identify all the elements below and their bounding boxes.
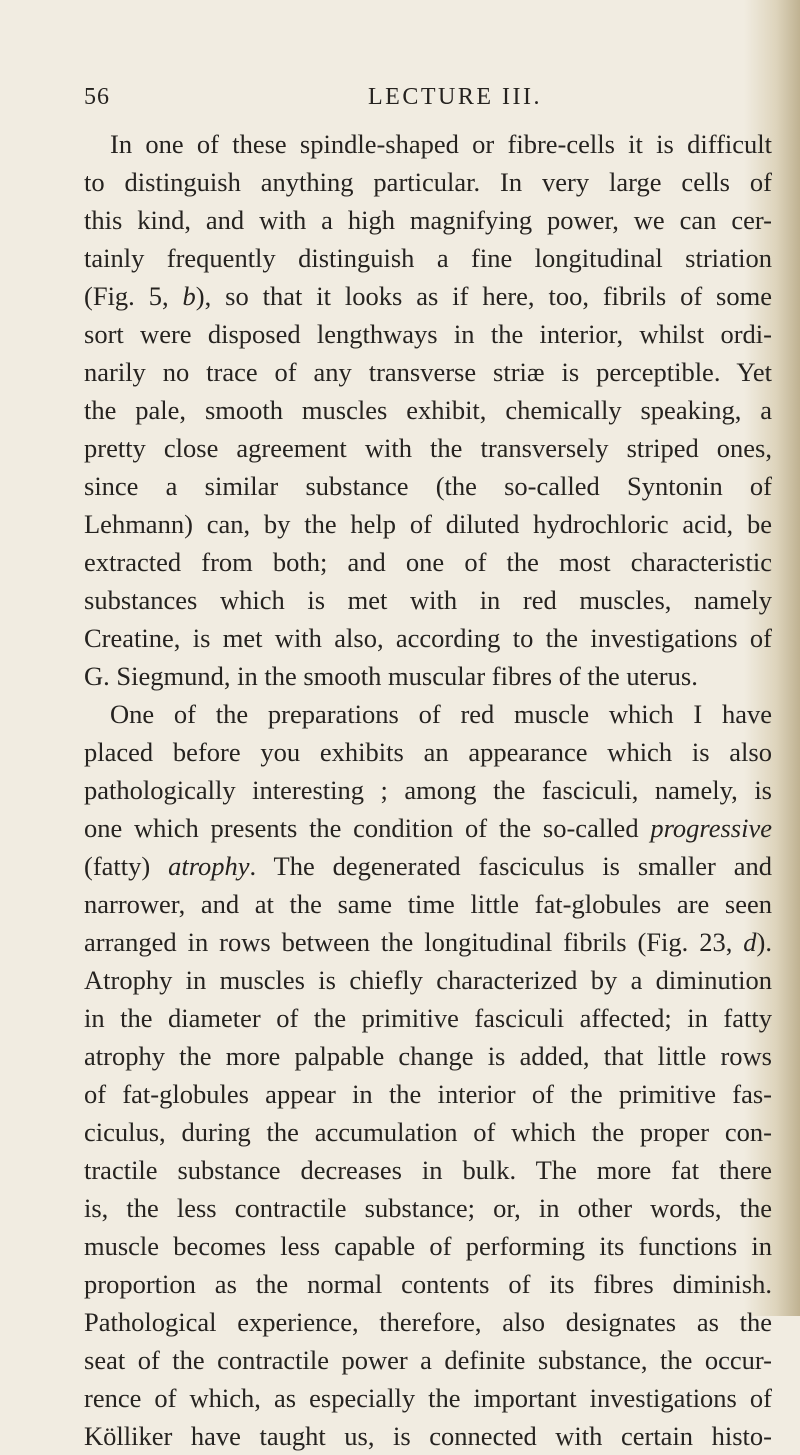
text-line: atrophy the more palpable change is added, that little rows: [84, 1041, 772, 1071]
text-line: of fat-globules appear in the interior of the primitive fas-: [84, 1079, 772, 1109]
text-line: pathologically interesting ; among the fasciculi, namely, is: [84, 775, 772, 805]
text-line: Lehmann) can, by the help of diluted hydrochloric acid, be: [84, 509, 772, 539]
text-line: (Fig. 5, b), so that it looks as if here, too, fibrils of some: [84, 281, 772, 311]
text-line: pretty close agreement with the transversely striped ones,: [84, 433, 772, 463]
page-header: [0, 84, 800, 114]
text-line: narrower, and at the same time little fat-globules are seen: [84, 889, 772, 919]
running-head: LECTURE III.: [368, 84, 542, 110]
text-line: sort were disposed lengthways in the interior, whilst ordi-: [84, 319, 772, 349]
text-line: extracted from both; and one of the most characteristic: [84, 547, 772, 577]
text-line: substances which is met with in red muscles, namely: [84, 585, 772, 615]
text-line: is, the less contractile substance; or, in other words, the: [84, 1193, 772, 1223]
text-line: tainly frequently distinguish a fine longitudinal striation: [84, 243, 772, 273]
text-line: seat of the contractile power a definite substance, the occur-: [84, 1345, 772, 1375]
page-number: 56: [84, 84, 110, 110]
text-line: one which presents the condition of the so-called progressive: [84, 813, 772, 843]
text-line: One of the preparations of red muscle which I have: [110, 699, 772, 729]
text-line: narily no trace of any transverse striæ is perceptible. Yet: [84, 357, 772, 387]
text-line: Pathological experience, therefore, also designates as the: [84, 1307, 772, 1337]
text-line: arranged in rows between the longitudinal fibrils (Fig. 23, d).: [84, 927, 772, 957]
text-line: (fatty) atrophy. The degenerated fasciculus is smaller and: [84, 851, 772, 881]
text-line: Kölliker have taught us, is connected with certain histo-: [84, 1421, 772, 1451]
text-line: Creatine, is met with also, according to the investigations of: [84, 623, 772, 653]
body-text: [84, 125, 772, 1455]
text-line: proportion as the normal contents of its fibres diminish.: [84, 1269, 772, 1299]
text-line: muscle becomes less capable of performing its functions in: [84, 1231, 772, 1261]
text-line: Atrophy in muscles is chiefly characterized by a diminution: [84, 965, 772, 995]
text-line: to distinguish anything particular. In very large cells of: [84, 167, 772, 197]
text-line: tractile substance decreases in bulk. The more fat there: [84, 1155, 772, 1185]
text-line: ciculus, during the accumulation of which the proper con-: [84, 1117, 772, 1147]
text-line: since a similar substance (the so-called Syntonin of: [84, 471, 772, 501]
text-line: in the diameter of the primitive fasciculi affected; in fatty: [84, 1003, 772, 1033]
text-line: placed before you exhibits an appearance which is also: [84, 737, 772, 767]
text-line: the pale, smooth muscles exhibit, chemically speaking, a: [84, 395, 772, 425]
text-line: this kind, and with a high magnifying power, we can cer-: [84, 205, 772, 235]
text-line: rence of which, as especially the important investigations of: [84, 1383, 772, 1413]
text-line: In one of these spindle-shaped or fibre-cells it is difficult: [110, 129, 772, 159]
text-line: G. Siegmund, in the smooth muscular fibres of the uterus.: [84, 661, 698, 691]
